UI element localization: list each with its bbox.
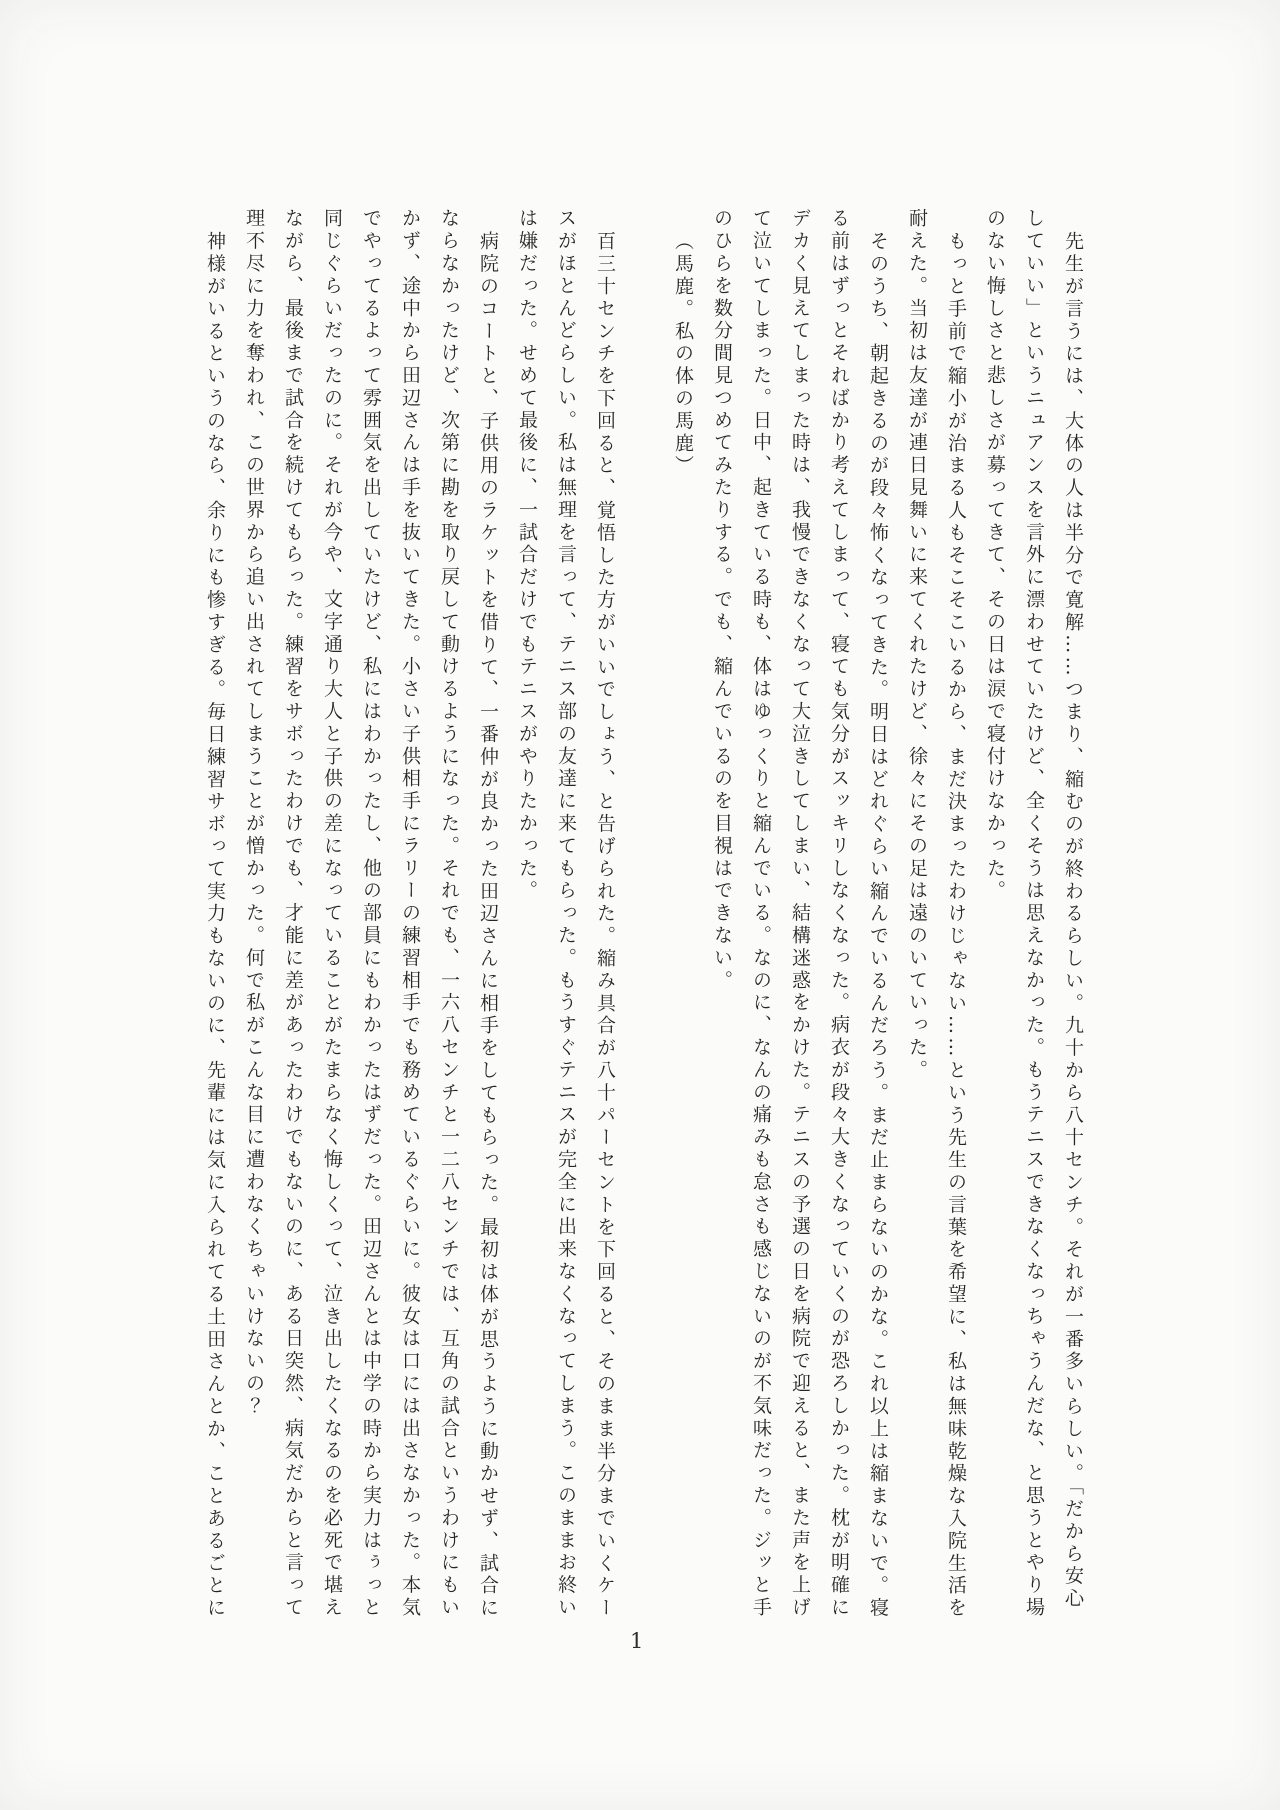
paragraph-6: 病院のコートと、子供用のラケットを借りて、一番仲が良かった田辺さんに相手をしてもらった。最初は体が思うように動かせず、試合にならなかったけど、次第に勘を取り戻して動けるようになった。それでも、一六八センチと一二八センチでは、互角の試合というわけにもいかず、途中から田辺さんは手を抜いてきた。小さい子供相手にラリーの練習相手でも務めているぐらいに。彼女は口には出さなかった。本気でやってるよって雰囲気を出していたけど、私にはわかったし、他の部員にもわかったはずだった。田辺さんとは中学の時から実力はぅっと同じぐらいだったのに。それが今や、文字通り大人と子供の差になっていることがたまらなく悔しくって、泣き出したくなるのを必死で堪えながら、最後まで試合を続けてもらった。練習をサボったわけでも、才能に差があったわけでもないのに、ある日突然、病気だからと言って理不尽に力を奪われ、この世界から追い出されてしまうことが憎かった。何で私がこんな目に遭わなくちゃいけないの？ [243, 208, 499, 1620]
paragraph-7: 神様がいるというのなら、余りにも惨すぎる。毎日練習サボって実力もないのに、先輩には気に入られてる土田さんとか、ことあるごとに [204, 231, 226, 1620]
paragraph-4-parenthetical: （馬鹿。私の体の馬鹿） [672, 231, 694, 478]
paragraph-1: 先生が言うには、大体の人は半分で寛解……つまり、縮むのが終わるらしい。九十から八十センチ。それが一番多いらしい。「だから安心していい」というニュアンスを言外に漂わせていたけど、全くそうは思えなかった。もうテニスできなくなっちゃうんだな、と思うとやり場のない悔しさと悲しさが募ってきて、その日は涙で寝付けなかった。 [984, 208, 1084, 1620]
paragraph-5: 百三十センチを下回ると、覚悟した方がいいでしょう、と告げられた。縮み具合が八十パーセントを下回ると、そのまま半分までいくケースがほとんどらしい。私は無理を言って、テニス部の友達に来てもらった。もうすぐテニスが完全に出来なくなってしまう。このままお終いは嫌だった。せめて最後に、一試合だけでもテニスがやりたかった。 [516, 208, 616, 1620]
body-text [195, 208, 1092, 1622]
paragraph-3: そのうち、朝起きるのが段々怖くなってきた。明日はどれぐらい縮んでいるんだろう。まだ止まらないのかな。これ以上は縮まないで。寝る前はずっとそればかり考えてしまって、寝ても気分がスッキリしなくなった。病衣が段々大きくなっていくのが恐ろしかった。枕が明確にデカく見えてしまった時は、我慢できなくなって大泣きしてしまい、結構迷惑をかけた。テニスの予選の日を病院で迎えると、また声を上げて泣いてしまった。日中、起きている時も、体はゆっくりと縮んでいる。なのに、なんの痛みも怠さも感じないのが不気味だった。ジッと手のひらを数分間見つめてみたりする。でも、縮んでいるのを目視はできない。 [711, 208, 889, 1620]
page-number: 1 [630, 1629, 644, 1653]
paragraph-2: もっと手前で縮小が治まる人もそこそこいるから、まだ決まったわけじゃない……という先生の言葉を希望に、私は無味乾燥な入院生活を耐えた。当初は友達が連日見舞いに来てくれたけど、徐々にその足は遠のいていった。 [906, 208, 967, 1620]
